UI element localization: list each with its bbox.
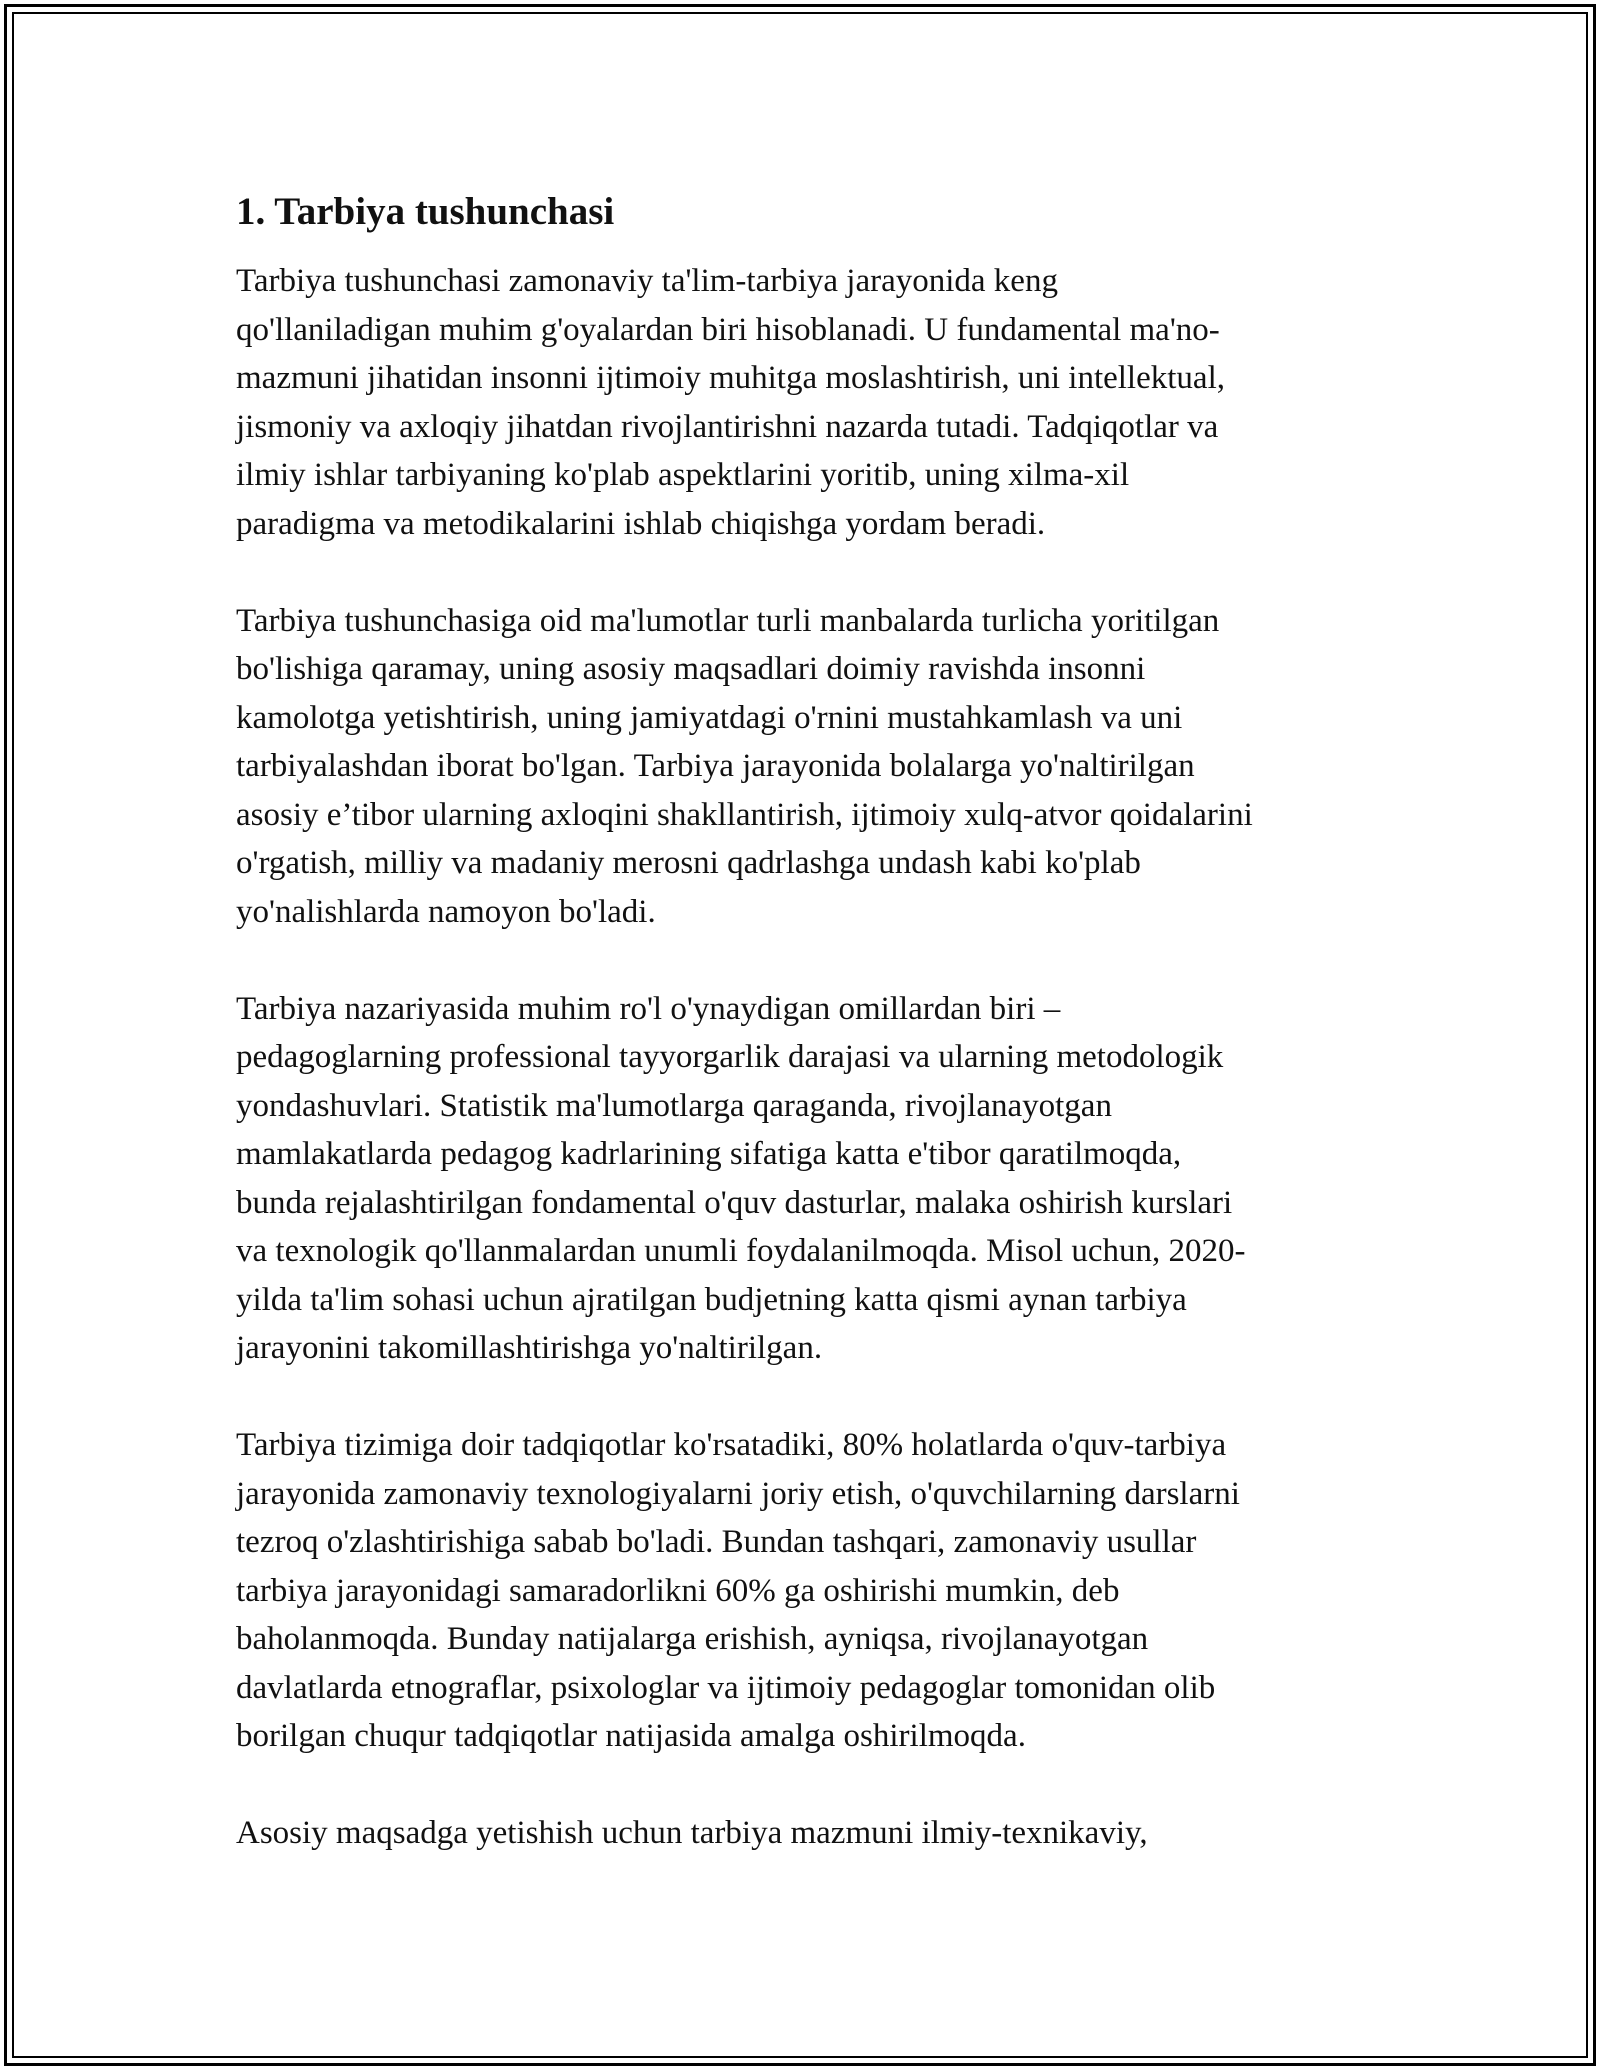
text-line: jarayonini takomillashtirishga yo'naltirilgan. — [236, 1330, 823, 1366]
text-line: tarbiyalashdan iborat bo'lgan. Tarbiya jarayonida bolalarga yo'naltirilgan — [236, 748, 1195, 784]
text-line: Tarbiya tizimiga doir tadqiqotlar ko'rsatadiki, 80% holatlarda o'quv-tarbiya — [236, 1427, 1227, 1463]
text-line: pedagoglarning professional tayyorgarlik darajasi va ularning metodologik — [236, 1039, 1224, 1075]
text-line: bo'lishiga qaramay, uning asosiy maqsadlari doimiy ravishda insonni — [236, 651, 1146, 687]
text-line: Tarbiya tushunchasi zamonaviy ta'lim-tarbiya jarayonida keng — [236, 263, 1058, 299]
paragraph-3 — [236, 985, 1376, 1373]
paragraph-2 — [236, 597, 1376, 937]
paragraph-4 — [236, 1421, 1376, 1761]
text-line: Tarbiya nazariyasida muhim ro'l o'ynaydigan omillardan biri – — [236, 990, 1061, 1027]
text-line: jismoniy va axloqiy jihatdan rivojlantirishni nazarda tutadi. Tadqiqotlar va — [236, 408, 1219, 445]
text-line: baholanmoqda. Bunday natijalarga erishish, ayniqsa, rivojlanayotgan — [236, 1621, 1149, 1657]
text-line: davlatlarda etnograflar, psixologlar va ijtimoiy pedagoglar tomonidan olib — [236, 1669, 1216, 1706]
text-line: ilmiy ishlar tarbiyaning ko'plab aspektlarini yoritib, uning xilma-xil — [236, 457, 1130, 493]
section-heading: 1. Tarbiya tushunchasi — [236, 190, 615, 233]
text-line: asosiy e’tibor ularning axloqini shakllantirish, ijtimoiy xulq-atvor qoidalarini — [236, 796, 1253, 833]
text-line: borilgan chuqur tadqiqotlar natijasida amalga oshirilmoqda. — [236, 1718, 1026, 1754]
text-line: bunda rejalashtirilgan fondamental o'quv dasturlar, malaka oshirish kurslari — [236, 1184, 1233, 1221]
text-line: mamlakatlarda pedagog kadrlarining sifatiga katta e'tibor qaratilmoqda, — [236, 1136, 1182, 1172]
paragraph-5 — [236, 1809, 1376, 1858]
text-line: tarbiya jarayonidagi samaradorlikni 60% ga oshirishi mumkin, deb — [236, 1572, 1120, 1609]
text-line: yondashuvlari. Statistik ma'lumotlarga qaraganda, rivojlanayotgan — [236, 1087, 1112, 1124]
text-line: o'rgatish, milliy va madaniy merosni qadrlashga undash kabi ko'plab — [236, 845, 1141, 881]
text-line: yilda ta'lim sohasi uchun ajratilgan budjetning katta qismi aynan tarbiya — [236, 1281, 1187, 1318]
text-line: tezroq o'zlashtirishiga sabab bo'ladi. Bundan tashqari, zamonaviy usullar — [236, 1524, 1197, 1560]
text-line: yo'nalishlarda namoyon bo'ladi. — [236, 893, 656, 930]
text-line: paradigma va metodikalarini ishlab chiqishga yordam beradi. — [236, 505, 1046, 542]
document-body — [236, 186, 1376, 1858]
text-line: va texnologik qo'llanmalardan unumli foydalanilmoqda. Misol uchun, 2020- — [236, 1233, 1246, 1269]
text-line: qo'llaniladigan muhim g'oyalardan biri hisoblanadi. U fundamental ma'no- — [236, 311, 1220, 348]
text-line: kamolotga yetishtirish, uning jamiyatdagi o'rnini mustahkamlash va uni — [236, 699, 1183, 736]
text-line: Tarbiya tushunchasiga oid ma'lumotlar turli manbalarda turlicha yoritilgan — [236, 602, 1220, 639]
text-line: mazmuni jihatidan insonni ijtimoiy muhitga moslashtirish, uni intellektual, — [236, 360, 1225, 396]
paragraph-1 — [236, 257, 1376, 548]
text-line: Asosiy maqsadga yetishish uchun tarbiya mazmuni ilmiy-texnikaviy, — [236, 1815, 1148, 1851]
text-line: jarayonida zamonaviy texnologiyalarni joriy etish, o'quvchilarning darslarni — [236, 1475, 1240, 1512]
